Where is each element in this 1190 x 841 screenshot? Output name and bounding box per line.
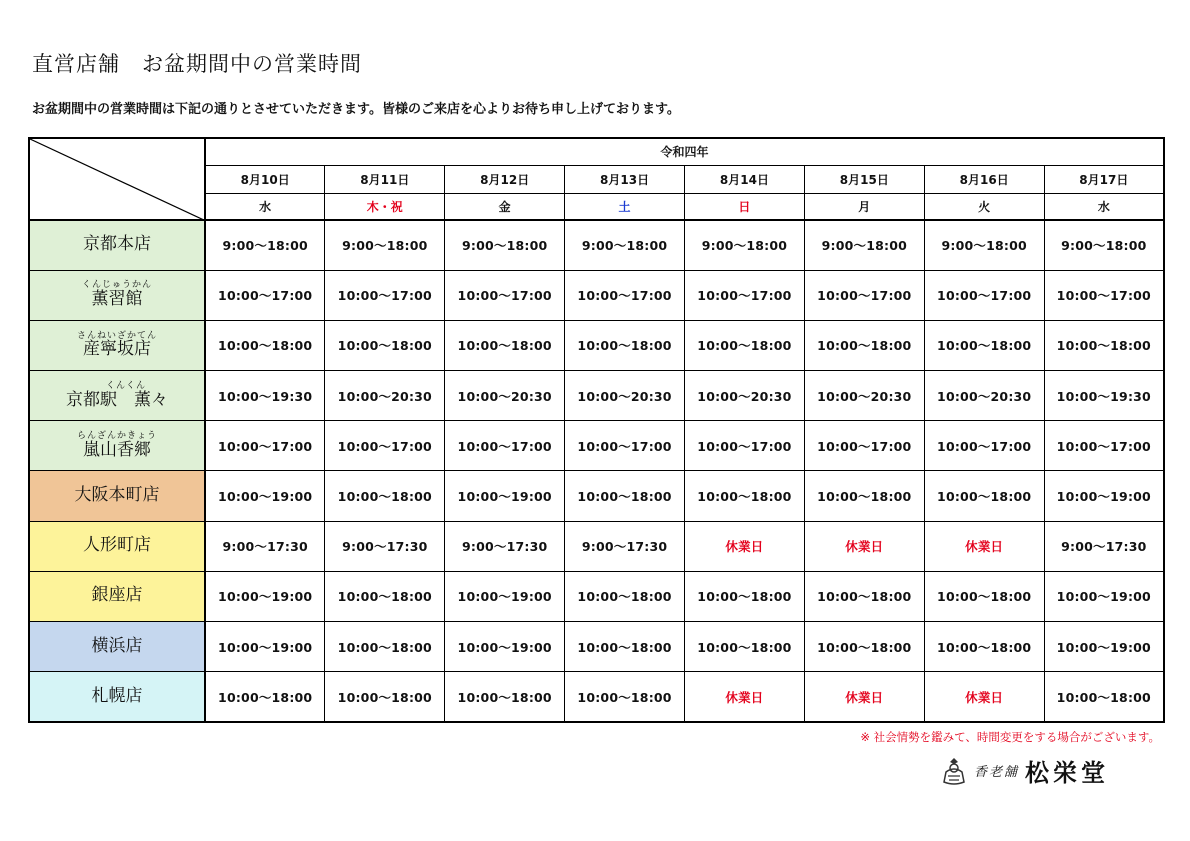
weekday-header: 木・祝: [325, 193, 445, 220]
hours-cell: 10:00〜18:00: [685, 471, 805, 521]
store-name: 大阪本町店: [74, 485, 160, 506]
hours-cell: 10:00〜19:00: [205, 571, 325, 621]
hours-cell: 10:00〜18:00: [325, 622, 445, 672]
hours-cell: 10:00〜19:00: [205, 622, 325, 672]
hours-cell: 10:00〜17:00: [804, 270, 924, 320]
hours-cell: 10:00〜18:00: [804, 471, 924, 521]
closed-day-cell: 休業日: [685, 672, 805, 722]
store-name-cell: [29, 270, 205, 320]
page-title: 直営店舗 お盆期間中の営業時間: [32, 52, 362, 76]
hours-cell: 10:00〜17:00: [445, 270, 565, 320]
hours-cell: 10:00〜19:00: [1044, 622, 1164, 672]
store-row: [29, 622, 1164, 672]
hours-cell: 10:00〜17:00: [325, 270, 445, 320]
store-name: 薫習館: [91, 289, 143, 310]
hours-cell: 10:00〜19:00: [445, 571, 565, 621]
hours-cell: 10:00〜18:00: [205, 672, 325, 722]
store-row: [29, 421, 1164, 471]
store-row: [29, 571, 1164, 621]
hours-cell: 10:00〜17:00: [325, 421, 445, 471]
brand-name: 松栄堂: [1025, 758, 1110, 787]
closed-day-cell: 休業日: [924, 521, 1044, 571]
hours-cell: 10:00〜17:00: [924, 421, 1044, 471]
hours-cell: 9:00〜17:30: [325, 521, 445, 571]
hours-cell: 10:00〜19:00: [205, 471, 325, 521]
store-row: [29, 270, 1164, 320]
hours-cell: 10:00〜19:00: [1044, 471, 1164, 521]
hours-cell: 10:00〜18:00: [1044, 320, 1164, 370]
hours-cell: 9:00〜18:00: [924, 220, 1044, 270]
store-name-ruby: くんじゅうかん: [81, 280, 152, 291]
page-subtitle: お盆期間中の営業時間は下記の通りとさせていただきます。皆様のご来店を心よりお待ち申し上げております。: [32, 102, 680, 117]
hours-cell: 10:00〜18:00: [325, 571, 445, 621]
store-name: 京都本店: [83, 234, 151, 255]
schedule-table: [28, 137, 1165, 723]
store-name: 産寧坂店: [83, 339, 151, 360]
hours-cell: 10:00〜20:30: [924, 371, 1044, 421]
date-header: 8月17日: [1044, 165, 1164, 193]
hours-cell: 10:00〜18:00: [325, 320, 445, 370]
hours-cell: 10:00〜18:00: [565, 672, 685, 722]
store-name: 京都駅 薫々: [66, 389, 168, 410]
hours-cell: 10:00〜19:30: [205, 371, 325, 421]
store-name: 人形町店: [83, 535, 151, 556]
store-name: 横浜店: [91, 635, 143, 656]
weekday-header: 日: [685, 193, 805, 220]
weekday-header: 水: [1044, 193, 1164, 220]
weekday-header: 火: [924, 193, 1044, 220]
hours-cell: 10:00〜20:30: [325, 371, 445, 421]
hours-cell: 9:00〜18:00: [685, 220, 805, 270]
hours-cell: 9:00〜18:00: [325, 220, 445, 270]
hours-cell: 10:00〜18:00: [685, 320, 805, 370]
closed-day-cell: 休業日: [924, 672, 1044, 722]
hours-cell: 10:00〜18:00: [565, 471, 685, 521]
store-name-ruby: くんくん: [105, 380, 146, 391]
hours-cell: 10:00〜18:00: [445, 320, 565, 370]
store-name-cell: [29, 471, 205, 521]
hours-cell: 10:00〜18:00: [565, 571, 685, 621]
weekday-header: 水: [205, 193, 325, 220]
hours-cell: 9:00〜18:00: [445, 220, 565, 270]
store-name-cell: [29, 421, 205, 471]
hours-cell: 10:00〜18:00: [804, 571, 924, 621]
closed-day-cell: 休業日: [804, 672, 924, 722]
hours-cell: 9:00〜18:00: [565, 220, 685, 270]
hours-cell: 9:00〜17:30: [565, 521, 685, 571]
hours-cell: 10:00〜18:00: [1044, 672, 1164, 722]
hours-cell: 10:00〜18:00: [325, 471, 445, 521]
weekday-header: 金: [445, 193, 565, 220]
hours-cell: 10:00〜18:00: [804, 622, 924, 672]
store-name-cell: [29, 672, 205, 722]
brand-prefix: 香老舗: [974, 765, 1020, 780]
store-name-cell: [29, 371, 205, 421]
date-header: 8月16日: [924, 165, 1044, 193]
store-name-cell: [29, 571, 205, 621]
hours-cell: 10:00〜20:30: [445, 371, 565, 421]
hours-cell: 10:00〜17:00: [445, 421, 565, 471]
hours-cell: 9:00〜17:30: [445, 521, 565, 571]
hours-cell: 9:00〜17:30: [205, 521, 325, 571]
brand-crest-icon: [940, 756, 968, 786]
hours-cell: 10:00〜17:00: [924, 270, 1044, 320]
hours-cell: 10:00〜17:00: [1044, 270, 1164, 320]
date-header: 8月12日: [445, 165, 565, 193]
hours-cell: 10:00〜20:30: [565, 371, 685, 421]
hours-cell: 10:00〜18:00: [325, 672, 445, 722]
date-header: 8月10日: [205, 165, 325, 193]
store-row: [29, 521, 1164, 571]
hours-cell: 10:00〜20:30: [685, 371, 805, 421]
closed-day-cell: 休業日: [685, 521, 805, 571]
store-row: [29, 220, 1164, 270]
hours-cell: 10:00〜17:00: [804, 421, 924, 471]
store-name-ruby: らんざんかきょう: [76, 430, 157, 441]
date-header: 8月14日: [685, 165, 805, 193]
hours-cell: 9:00〜18:00: [205, 220, 325, 270]
weekday-header: 土: [565, 193, 685, 220]
hours-cell: 10:00〜18:00: [565, 622, 685, 672]
store-name-cell: [29, 320, 205, 370]
hours-cell: 10:00〜20:30: [804, 371, 924, 421]
hours-cell: 10:00〜18:00: [924, 320, 1044, 370]
store-row: [29, 320, 1164, 370]
store-name-cell: [29, 622, 205, 672]
weekday-header: 月: [804, 193, 924, 220]
store-name-ruby: さんねいざかてん: [76, 330, 157, 341]
hours-cell: 10:00〜17:00: [685, 421, 805, 471]
hours-cell: 10:00〜18:00: [445, 672, 565, 722]
hours-cell: 10:00〜18:00: [685, 622, 805, 672]
date-header: 8月15日: [804, 165, 924, 193]
store-name: 札幌店: [91, 685, 143, 706]
hours-cell: 10:00〜19:00: [1044, 571, 1164, 621]
hours-cell: 10:00〜17:00: [205, 270, 325, 320]
hours-cell: 9:00〜18:00: [804, 220, 924, 270]
hours-cell: 10:00〜18:00: [565, 320, 685, 370]
store-row: [29, 672, 1164, 722]
hours-cell: 10:00〜17:00: [205, 421, 325, 471]
hours-cell: 10:00〜19:00: [445, 622, 565, 672]
hours-cell: 9:00〜17:30: [1044, 521, 1164, 571]
brand-logo: [940, 753, 1109, 788]
hours-cell: 10:00〜18:00: [804, 320, 924, 370]
store-name-cell: [29, 521, 205, 571]
hours-cell: 10:00〜18:00: [924, 622, 1044, 672]
date-header: 8月13日: [565, 165, 685, 193]
hours-cell: 10:00〜17:00: [565, 421, 685, 471]
hours-cell: 10:00〜18:00: [205, 320, 325, 370]
hours-cell: 10:00〜19:00: [445, 471, 565, 521]
hours-cell: 10:00〜17:00: [685, 270, 805, 320]
hours-cell: 10:00〜18:00: [924, 471, 1044, 521]
store-row: [29, 371, 1164, 421]
store-name: 銀座店: [91, 585, 143, 606]
era-header: 令和四年: [205, 138, 1164, 165]
header-corner: [29, 138, 205, 220]
closed-day-cell: 休業日: [804, 521, 924, 571]
date-header: 8月11日: [325, 165, 445, 193]
store-name-cell: [29, 220, 205, 270]
hours-cell: 9:00〜18:00: [1044, 220, 1164, 270]
notice-text: ※ 社会情勢を鑑みて、時間変更をする場合がございます。: [860, 730, 1160, 744]
corner-diagonal-line: [30, 139, 205, 220]
hours-cell: 10:00〜18:00: [685, 571, 805, 621]
hours-cell: 10:00〜18:00: [924, 571, 1044, 621]
hours-cell: 10:00〜17:00: [565, 270, 685, 320]
store-row: [29, 471, 1164, 521]
hours-cell: 10:00〜19:30: [1044, 371, 1164, 421]
store-name: 嵐山香郷: [83, 439, 151, 460]
hours-cell: 10:00〜17:00: [1044, 421, 1164, 471]
